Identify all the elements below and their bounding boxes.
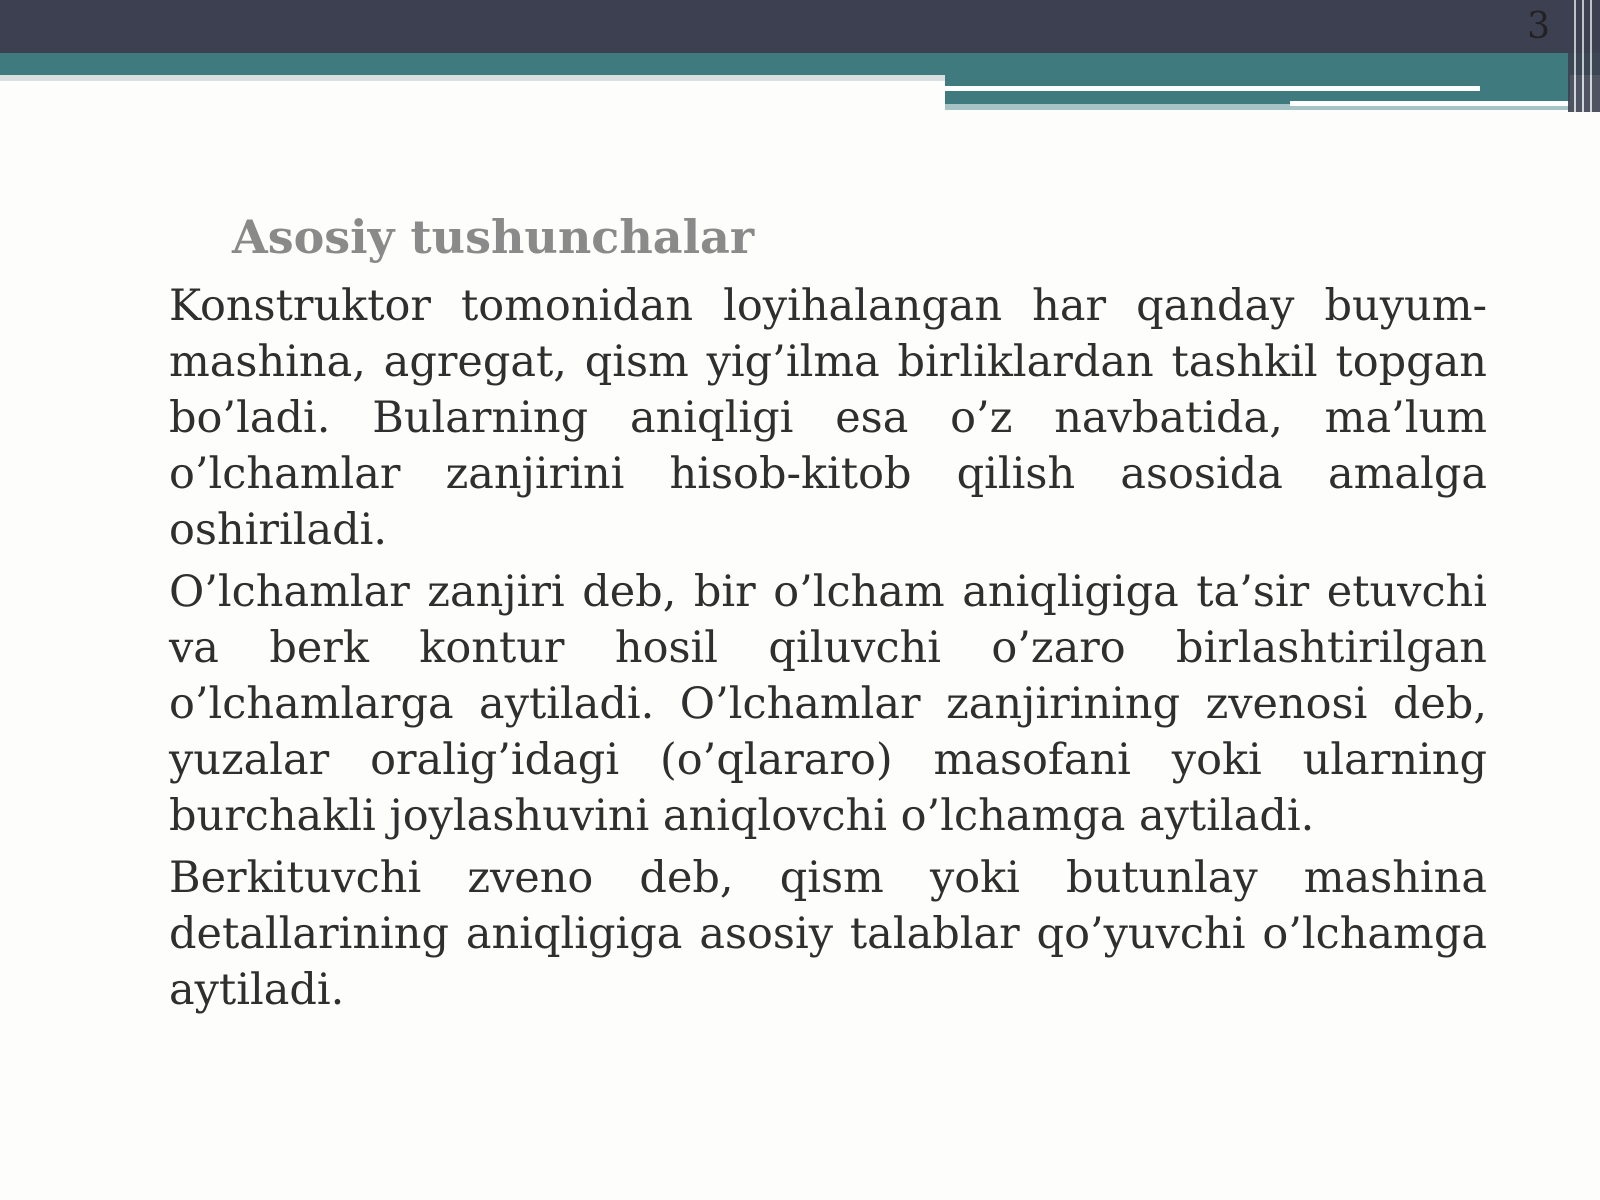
paragraph: Konstruktor tomonidan loyihalangan har qanday buyum-mashina, agregat, qism yig’ilma birliklardan tashkil topgan bo’ladi. Bularning aniqligi esa o’z navbatida, ma’lum o’lchamlar zanjirini hisob-kitob qilish asosida amalga oshiriladi.	[169, 281, 1487, 555]
slide-title: Asosiy tushunchalar	[232, 210, 755, 264]
header-bar	[0, 0, 1600, 53]
header-accent-line	[1290, 101, 1570, 106]
slide-body	[169, 278, 1487, 1024]
paragraph: O’lchamlar zanjiri deb, bir o’lcham aniqligiga ta’sir etuvchi va berk kontur hosil qiluvchi o’zaro birlashtirilgan o’lchamlarga aytiladi. O’lchamlar zanjirining zvenosi deb, yuzalar oralig’idagi (o’qlararo) masofani yoki ularning burchakli joylashuvini aniqlovchi o’lchamga aytiladi.	[169, 567, 1487, 841]
header-shadow	[0, 75, 945, 81]
header-teal-band	[0, 53, 1600, 75]
header-accent-line	[945, 86, 1480, 91]
slide-number: 3	[1527, 6, 1550, 47]
header-edge-stripes	[1568, 0, 1600, 112]
paragraph: Berkituvchi zveno deb, qism yoki butunlay mashina detallarining aniqligiga asosiy talablar qo’yuvchi o’lchamga aytiladi.	[169, 853, 1487, 1015]
